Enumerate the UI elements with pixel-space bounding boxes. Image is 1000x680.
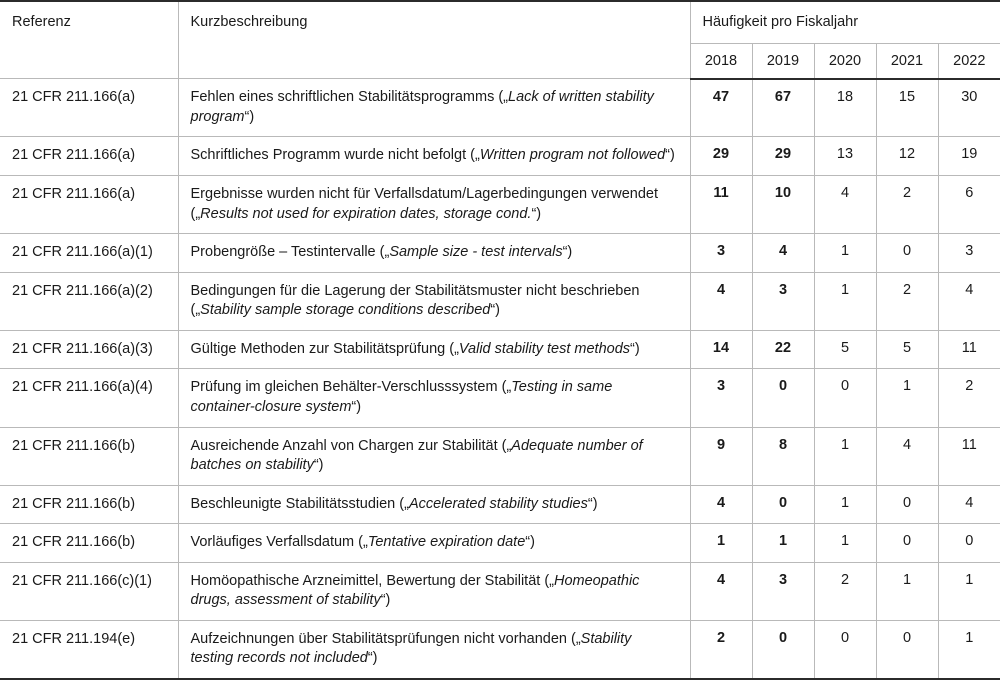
description-english-term: Testing in same container-closure system	[191, 379, 613, 415]
count-value: 6	[939, 176, 1000, 210]
cell-count-2021	[876, 427, 938, 485]
count-value: 2	[877, 273, 938, 307]
header-year-2022	[938, 43, 1000, 79]
table-row	[0, 620, 1000, 679]
reference-text: 21 CFR 211.166(c)(1)	[0, 563, 178, 601]
cell-reference	[0, 272, 178, 330]
description-english-term: Written program not followed	[480, 147, 665, 163]
count-value: 0	[877, 234, 938, 268]
cell-count-2021	[876, 369, 938, 427]
count-value: 1	[815, 486, 876, 520]
cell-count-2018	[690, 79, 752, 137]
cell-reference	[0, 427, 178, 485]
cell-count-2018	[690, 369, 752, 427]
cell-description	[178, 79, 690, 137]
header-year-2021-label: 2021	[877, 44, 938, 78]
count-value: 0	[753, 369, 814, 403]
cell-description	[178, 427, 690, 485]
cell-reference	[0, 620, 178, 679]
count-value: 0	[815, 369, 876, 403]
count-value: 3	[753, 273, 814, 307]
cell-count-2020	[814, 524, 876, 563]
cell-description	[178, 485, 690, 524]
cell-count-2020	[814, 369, 876, 427]
cell-reference	[0, 330, 178, 369]
cell-count-2022	[938, 524, 1000, 563]
cell-reference	[0, 137, 178, 176]
table-row	[0, 137, 1000, 176]
cell-count-2018	[690, 176, 752, 234]
description-text: Probengröße – Testintervalle („Sample size - test intervals“)	[179, 234, 690, 272]
description-text: Bedingungen für die Lagerung der Stabilitätsmuster nicht beschrieben („Stability sample storage conditions described“)	[179, 273, 690, 330]
cell-description	[178, 369, 690, 427]
cell-count-2022	[938, 137, 1000, 176]
count-value: 4	[691, 486, 752, 520]
cell-count-2021	[876, 485, 938, 524]
count-value: 2	[939, 369, 1000, 403]
cell-count-2022	[938, 79, 1000, 137]
cell-count-2020	[814, 562, 876, 620]
cell-count-2021	[876, 620, 938, 679]
description-english-term: Stability testing records not included	[191, 631, 632, 667]
cell-description	[178, 524, 690, 563]
count-value: 0	[877, 621, 938, 655]
count-value: 3	[939, 234, 1000, 268]
cell-reference	[0, 234, 178, 273]
cell-reference	[0, 485, 178, 524]
count-value: 11	[939, 428, 1000, 462]
header-reference-label: Referenz	[0, 2, 178, 43]
cell-count-2021	[876, 562, 938, 620]
cell-count-2018	[690, 137, 752, 176]
cell-count-2019	[752, 79, 814, 137]
count-value: 3	[753, 563, 814, 597]
table-row	[0, 485, 1000, 524]
cell-count-2020	[814, 176, 876, 234]
reference-text: 21 CFR 211.166(a)	[0, 79, 178, 117]
table-row	[0, 524, 1000, 563]
cell-reference	[0, 369, 178, 427]
count-value: 1	[877, 563, 938, 597]
count-value: 1	[939, 621, 1000, 655]
header-year-2018	[690, 43, 752, 79]
cell-count-2019	[752, 330, 814, 369]
table-row	[0, 79, 1000, 137]
description-text: Schriftliches Programm wurde nicht befolgt („Written program not followed“)	[179, 137, 690, 175]
count-value: 67	[753, 80, 814, 114]
count-value: 2	[877, 176, 938, 210]
count-value: 1	[939, 563, 1000, 597]
header-reference	[0, 1, 178, 79]
count-value: 1	[815, 234, 876, 268]
reference-text: 21 CFR 211.166(b)	[0, 524, 178, 562]
count-value: 11	[939, 331, 1000, 365]
table-row	[0, 562, 1000, 620]
cell-count-2022	[938, 562, 1000, 620]
description-text: Ergebnisse wurden nicht für Verfallsdatum/Lagerbedingungen verwendet („Results not used for expiration dates, storage cond.“)	[179, 176, 690, 233]
cell-reference	[0, 562, 178, 620]
count-value: 5	[877, 331, 938, 365]
count-value: 29	[691, 137, 752, 171]
count-value: 0	[753, 621, 814, 655]
description-text: Gültige Methoden zur Stabilitätsprüfung („Valid stability test methods“)	[179, 331, 690, 369]
header-year-2020-label: 2020	[815, 44, 876, 78]
cell-count-2019	[752, 234, 814, 273]
count-value: 13	[815, 137, 876, 171]
cell-count-2018	[690, 272, 752, 330]
count-value: 12	[877, 137, 938, 171]
cell-count-2019	[752, 137, 814, 176]
cell-reference	[0, 176, 178, 234]
reference-text: 21 CFR 211.166(b)	[0, 428, 178, 466]
count-value: 47	[691, 80, 752, 114]
description-english-term: Accelerated stability studies	[409, 496, 588, 512]
cell-count-2021	[876, 272, 938, 330]
reference-text: 21 CFR 211.166(b)	[0, 486, 178, 524]
description-english-term: Adequate number of batches on stability	[191, 438, 643, 474]
cell-count-2019	[752, 562, 814, 620]
header-row-main	[0, 1, 1000, 43]
cell-count-2021	[876, 176, 938, 234]
cell-count-2022	[938, 485, 1000, 524]
cell-count-2021	[876, 79, 938, 137]
cell-description	[178, 137, 690, 176]
description-english-term: Valid stability test methods	[459, 341, 630, 357]
count-value: 0	[815, 621, 876, 655]
cell-count-2021	[876, 330, 938, 369]
count-value: 1	[877, 369, 938, 403]
description-text: Beschleunigte Stabilitätsstudien („Accelerated stability studies“)	[179, 486, 690, 524]
count-value: 4	[939, 486, 1000, 520]
count-value: 2	[815, 563, 876, 597]
table-row	[0, 330, 1000, 369]
header-description-label: Kurzbeschreibung	[179, 2, 690, 43]
description-text: Ausreichende Anzahl von Chargen zur Stabilität („Adequate number of batches on stability“)	[179, 428, 690, 485]
count-value: 4	[815, 176, 876, 210]
header-year-2020	[814, 43, 876, 79]
cell-count-2020	[814, 427, 876, 485]
header-year-2019	[752, 43, 814, 79]
description-english-term: Stability sample storage conditions described	[200, 302, 490, 318]
description-text: Aufzeichnungen über Stabilitätsprüfungen nicht vorhanden („Stability testing records not included“)	[179, 621, 690, 678]
count-value: 0	[877, 486, 938, 520]
description-english-term: Results not used for expiration dates, storage cond.	[200, 206, 531, 222]
description-english-term: Lack of written stability program	[191, 89, 654, 125]
cell-count-2019	[752, 369, 814, 427]
table-header	[0, 1, 1000, 79]
header-year-2022-label: 2022	[939, 44, 1000, 78]
description-english-term: Homeopathic drugs, assessment of stability	[191, 573, 640, 609]
table-row	[0, 176, 1000, 234]
count-value: 14	[691, 331, 752, 365]
cell-count-2018	[690, 234, 752, 273]
cell-count-2019	[752, 620, 814, 679]
cell-count-2019	[752, 485, 814, 524]
header-year-2019-label: 2019	[753, 44, 814, 78]
cell-count-2018	[690, 524, 752, 563]
reference-text: 21 CFR 211.166(a)(3)	[0, 331, 178, 369]
cell-count-2021	[876, 137, 938, 176]
cell-count-2020	[814, 272, 876, 330]
description-english-term: Tentative expiration date	[368, 534, 525, 550]
cell-description	[178, 272, 690, 330]
count-value: 1	[753, 524, 814, 558]
header-year-2018-label: 2018	[691, 44, 752, 78]
cell-count-2018	[690, 620, 752, 679]
cell-count-2020	[814, 485, 876, 524]
count-value: 11	[691, 176, 752, 210]
count-value: 4	[691, 563, 752, 597]
count-value: 1	[691, 524, 752, 558]
table-row	[0, 369, 1000, 427]
cell-count-2022	[938, 234, 1000, 273]
count-value: 3	[691, 369, 752, 403]
reference-text: 21 CFR 211.166(a)	[0, 137, 178, 175]
cell-count-2020	[814, 79, 876, 137]
cell-count-2021	[876, 524, 938, 563]
count-value: 2	[691, 621, 752, 655]
table-row	[0, 234, 1000, 273]
cell-reference	[0, 79, 178, 137]
cell-count-2020	[814, 620, 876, 679]
count-value: 4	[753, 234, 814, 268]
count-value: 4	[939, 273, 1000, 307]
header-frequency-group	[690, 1, 1000, 43]
description-text: Prüfung im gleichen Behälter-Verschlusssystem („Testing in same container-closure system“)	[179, 369, 690, 426]
header-year-2021	[876, 43, 938, 79]
cell-description	[178, 562, 690, 620]
cell-count-2022	[938, 620, 1000, 679]
cell-count-2022	[938, 330, 1000, 369]
description-text: Vorläufiges Verfallsdatum („Tentative expiration date“)	[179, 524, 690, 562]
cell-count-2019	[752, 427, 814, 485]
cell-count-2022	[938, 427, 1000, 485]
cell-description	[178, 620, 690, 679]
count-value: 9	[691, 428, 752, 462]
count-value: 4	[691, 273, 752, 307]
count-value: 8	[753, 428, 814, 462]
count-value: 1	[815, 524, 876, 558]
cell-description	[178, 234, 690, 273]
count-value: 5	[815, 331, 876, 365]
cell-reference	[0, 524, 178, 563]
description-text: Fehlen eines schriftlichen Stabilitätsprogramms („Lack of written stability program“)	[179, 79, 690, 136]
table-row	[0, 272, 1000, 330]
count-value: 18	[815, 80, 876, 114]
count-value: 1	[815, 428, 876, 462]
count-value: 0	[877, 524, 938, 558]
description-english-term: Sample size - test intervals	[389, 244, 562, 260]
cell-count-2018	[690, 330, 752, 369]
cell-count-2020	[814, 330, 876, 369]
cell-count-2019	[752, 272, 814, 330]
cell-count-2022	[938, 272, 1000, 330]
cell-description	[178, 330, 690, 369]
description-text: Homöopathische Arzneimittel, Bewertung der Stabilität („Homeopathic drugs, assessment of stability“)	[179, 563, 690, 620]
count-value: 0	[753, 486, 814, 520]
count-value: 10	[753, 176, 814, 210]
count-value: 1	[815, 273, 876, 307]
count-value: 4	[877, 428, 938, 462]
cell-count-2021	[876, 234, 938, 273]
cell-description	[178, 176, 690, 234]
header-description	[178, 1, 690, 79]
cell-count-2018	[690, 562, 752, 620]
count-value: 3	[691, 234, 752, 268]
reference-text: 21 CFR 211.166(a)(2)	[0, 273, 178, 311]
cell-count-2018	[690, 427, 752, 485]
count-value: 19	[939, 137, 1000, 171]
cell-count-2022	[938, 369, 1000, 427]
reference-text: 21 CFR 211.166(a)(1)	[0, 234, 178, 272]
header-frequency-group-label: Häufigkeit pro Fiskaljahr	[691, 2, 1000, 43]
cell-count-2018	[690, 485, 752, 524]
reference-text: 21 CFR 211.166(a)(4)	[0, 369, 178, 407]
count-value: 30	[939, 80, 1000, 114]
cell-count-2020	[814, 234, 876, 273]
table-body	[0, 79, 1000, 679]
cell-count-2019	[752, 524, 814, 563]
reference-text: 21 CFR 211.194(e)	[0, 621, 178, 659]
count-value: 15	[877, 80, 938, 114]
cell-count-2019	[752, 176, 814, 234]
table-row	[0, 427, 1000, 485]
count-value: 29	[753, 137, 814, 171]
count-value: 0	[939, 524, 1000, 558]
reference-text: 21 CFR 211.166(a)	[0, 176, 178, 214]
cell-count-2022	[938, 176, 1000, 234]
cell-count-2020	[814, 137, 876, 176]
count-value: 22	[753, 331, 814, 365]
